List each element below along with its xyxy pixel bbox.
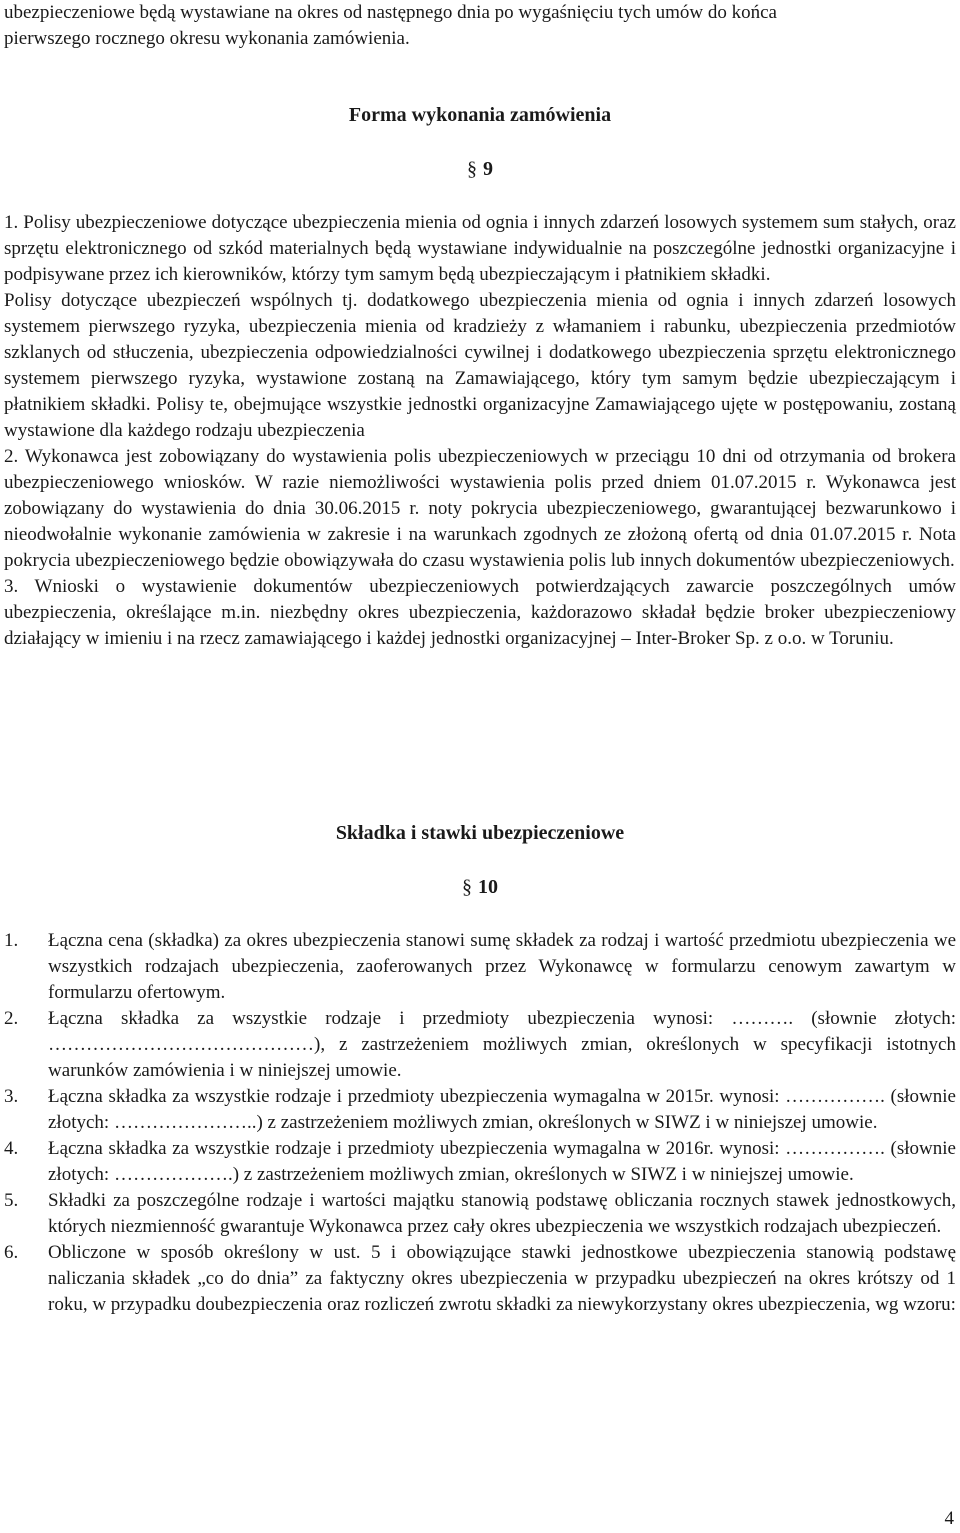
paragraph-sign: § (462, 876, 472, 898)
section-9-point-1: 1. Polisy ubezpieczeniowe dotyczące ubezpieczenia mienia od ognia i innych zdarzeń losowych systemem sum stałych, oraz sprzętu elektronicznego od szkód materialnych będą wystawiane indywidualnie na poszczególne jednostki organizacyjne i podpisywane przez ich kierowników, którzy tym samym będą ubezpieczającym i płatnikiem składki. (4, 212, 956, 285)
section-10-number (4, 876, 956, 899)
section-10-body (4, 928, 956, 1318)
list-item: 5. Składki za poszczególne rodzaje i wartości majątku stanowią podstawę obliczania rocznych stawek jednostkowych, których niezmienność gwarantuje Wykonawca przez cały okres ubezpieczenia we wszystkich rodzajach ubezpieczeń. (4, 1190, 956, 1237)
paragraph-sign: § (467, 158, 477, 180)
list-item: 3. Łączna składka za wszystkie rodzaje i przedmioty ubezpieczenia wymagalna w 2015r. wynosi: ……………. (słownie złotych: …………………..) z zastrzeżeniem możliwych zmian, określonych w SIWZ i w niniejszej umowie. (4, 1086, 956, 1133)
section-9-body (4, 210, 956, 652)
section-9-heading: Forma wykonania zamówienia (348, 104, 612, 126)
section-10-list (4, 928, 956, 1318)
section-10-heading: Składka i stawki ubezpieczeniowe (335, 822, 625, 844)
section-9-number (4, 158, 956, 181)
intro-paragraph (4, 0, 956, 52)
intro-line-1: ubezpieczeniowe będą wystawiane na okres od następnego dnia po wygaśnięciu tych umów do końca (4, 2, 777, 23)
section-9-point-1-continued: Polisy dotyczące ubezpieczeń wspólnych tj. dodatkowego ubezpieczenia mienia od ognia i innych zdarzeń losowych systemem pierwszego ryzyka, ubezpieczenia mienia od kradzieży z włamaniem i rabunku, ubezpieczenia przedmiotów szklanych od stłuczenia, ubezpieczenia odpowiedzialności cywilnej i dodatkowego ubezpieczenia sprzętu elektronicznego systemem pierwszego ryzyka, wystawione zostaną na Zamawiającego, który tym samym będzie ubezpieczającym i płatnikiem składki. Polisy te, obejmujące wszystkie jednostki organizacyjne Zamawiającego ujęte w postępowaniu, zostaną wystawione dla każdego rodzaju ubezpieczenia (4, 290, 956, 441)
section-number: 10 (478, 876, 498, 898)
intro-line-2: pierwszego rocznego okresu wykonania zamówienia. (4, 28, 410, 49)
list-item: 1. Łączna cena (składka) za okres ubezpieczenia stanowi sumę składek za rodzaj i wartość przedmiotu ubezpieczenia we wszystkich rodzajach ubezpieczenia, zaoferowanych przez Wykonawcę w formularzu cenowym zawartym w formularzu ofertowym. (4, 930, 956, 1003)
list-item: 6. Obliczone w sposób określony w ust. 5 i obowiązujące stawki jednostkowe ubezpieczenia stanowią podstawę naliczania składek „co do dnia” za faktyczny okres ubezpieczenia w przypadku ubezpieczeń na okres krótszy od 1 roku, w przypadku doubezpieczenia oraz rozliczeń zwrotu składki za niewykorzystany okres ubezpieczenia, wg wzoru: (4, 1242, 956, 1315)
list-item: 4. Łączna składka za wszystkie rodzaje i przedmioty ubezpieczenia wymagalna w 2016r. wynosi: ……………. (słownie złotych: ……………….) z zastrzeżeniem możliwych zmian, określonych w SIWZ i w niniejszej umowie. (4, 1138, 956, 1185)
section-9-point-2: 2. Wykonawca jest zobowiązany do wystawienia polis ubezpieczeniowych w przeciągu 10 dni od otrzymania od brokera ubezpieczeniowego wniosków. W razie niemożliwości wystawienia polis przed dniem 01.07.2015 r. Wykonawca jest zobowiązany do wystawienia do dnia 30.06.2015 r. noty pokrycia ubezpieczeniowego, gwarantującej bezwarunkowo i nieodwołalnie wykonanie zamówienia w zakresie i na warunkach zgodnych ze złożoną ofertą od dnia 01.07.2015 r. Nota pokrycia ubezpieczeniowego będzie obowiązywała do czasu wystawienia polis lub innych dokumentów ubezpieczeniowych. (4, 446, 956, 571)
section-number: 9 (483, 158, 493, 180)
page-number: 4 (944, 1508, 954, 1529)
list-item: 2. Łączna składka za wszystkie rodzaje i przedmioty ubezpieczenia wynosi: ………. (słownie złotych: ……………………………………), z zastrzeżeniem możliwych zmian, określonych w specyfikacji istotnych warunków zamówienia i w niniejszej umowie. (4, 1008, 956, 1081)
section-9-point-3: 3. Wnioski o wystawienie dokumentów ubezpieczeniowych potwierdzających zawarcie poszczególnych umów ubezpieczenia, określające m.in. niezbędny okres ubezpieczenia, każdorazowo składał będzie broker ubezpieczeniowy działający w imieniu i na rzecz zamawiającego i każdej jednostki organizacyjnej ‒ Inter-Broker Sp. z o.o. w Toruniu. (4, 576, 956, 649)
